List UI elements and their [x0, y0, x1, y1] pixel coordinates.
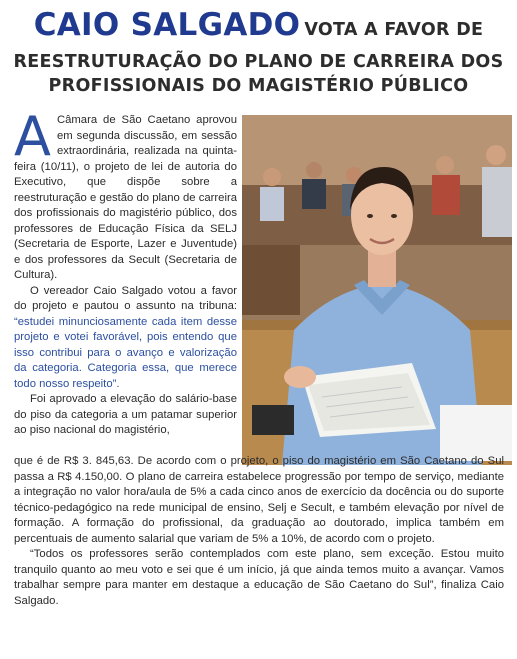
- vereador-photo: [242, 115, 512, 465]
- article-paragraph-2: [14, 284, 237, 393]
- vereador-quote: “estudei minunciosamente cada item desse projeto e votei favorável, pois entendo que isso contribui para o avanço e valorização da categoria. Categoria essa, que merece todo nosso respeito”.: [14, 315, 237, 390]
- headline-line-3: PROFISSIONAIS DO MAGISTÉRIO PÚBLICO: [48, 76, 469, 96]
- headline-name: CAIO SALGADO: [33, 7, 301, 43]
- headline-line-1: [0, 6, 517, 50]
- paragraph-2-intro: O vereador Caio Salgado votou a favor do projeto e pautou o assunto na tribuna:: [14, 284, 237, 312]
- headline: [0, 6, 517, 98]
- article-left-column: [14, 105, 237, 439]
- article-paragraph-4: “Todos os professores serão contemplados com este plano, sem exceção. Estou muito tranquilo quanto ao meu voto e sei que é um início, já que ainda temos muito a avançar. Vamos trabalhar sempre para manter em destaque a educação de São Caetano do Sul”, finaliza Caio Salgado.: [14, 548, 504, 607]
- photo-illustration: [242, 115, 512, 465]
- headline-line-1-rest: VOTA A FAVOR DE: [304, 20, 484, 40]
- article-paragraph-3-start: Foi aprovado a elevação do salário-base do piso da categoria a um patamar superior ao piso nacional do magistério,: [14, 393, 237, 436]
- article-full-width: [14, 454, 504, 609]
- article-paragraph-1: ACâmara de São Caetano aprovou em segunda discussão, em sessão extraordinária, realizada na quinta-feira (10/11), o projeto de lei de autoria do Executivo, que dispõe sobre a reestruturação e gestão do plano de carreira dos profissionais do magistério público, dos professores de Educação Física da SELJ (Secretaria de Esporte, Lazer e Juventude) e dos professores da Secult (Secretaria de Cultura).: [14, 105, 237, 281]
- article-paragraph-3-continued: que é de R$ 3. 845,63. De acordo com o projeto, o piso do magistério em São Caetano do Sul passa a R$ 4.150,00. O plano de carreira estabelece progressão por tempo de serviço, mediante a integração no valor hora/aula de 5% a cada cinco anos de exercício da docência ou do suporte técnico-pedagógico na rede municipal de ensino, Selj e Secult, e também elevação por nível de formação. A formação do profissional, da graduação ao doutorado, implica também em percentuais de aumento salarial que variam de 5% a 10%, de acordo com o projeto.: [14, 455, 504, 545]
- headline-line-2: REESTRUTURAÇÃO DO PLANO DE CARREIRA DOS: [13, 52, 504, 72]
